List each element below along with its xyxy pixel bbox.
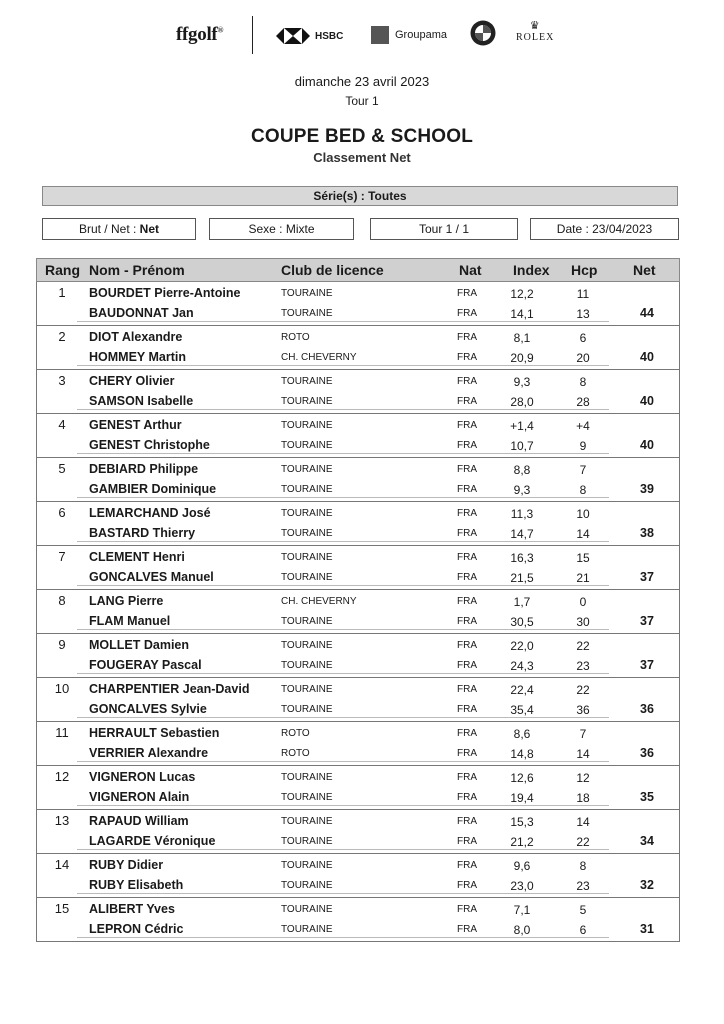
groupama-emblem-icon — [371, 26, 389, 44]
player-club: TOURAINE — [281, 684, 333, 695]
hsbc-hexagon-icon — [276, 28, 310, 44]
net-score: 38 — [640, 526, 654, 540]
player-hcp: 8 — [579, 859, 587, 873]
player-nat: FRA — [457, 508, 477, 519]
player-name: HERRAULT Sebastien — [89, 726, 220, 740]
page-title: COUPE BED & SCHOOL — [250, 126, 474, 147]
player-index: 8,8 — [513, 463, 531, 477]
brut-net-value: Net — [139, 222, 160, 236]
net-score: 40 — [640, 394, 654, 408]
player-name: VERRIER Alexandre — [89, 746, 209, 760]
player-nat: FRA — [457, 596, 477, 607]
player-hcp: 14 — [576, 747, 590, 761]
player-line — [37, 612, 679, 632]
player-hcp: 30 — [576, 615, 590, 629]
col-rang: Rang — [45, 262, 80, 278]
player-index: 19,4 — [510, 791, 534, 805]
player-line — [37, 768, 679, 788]
player-club: TOURAINE — [281, 376, 333, 387]
net-score: 44 — [640, 306, 654, 320]
player-index: 24,3 — [510, 659, 534, 673]
rank-cell: 8 — [58, 593, 66, 608]
player-club: TOURAINE — [281, 308, 333, 319]
player-hcp: 8 — [579, 483, 587, 497]
hsbc-logo — [276, 28, 343, 44]
col-net: Net — [633, 262, 656, 278]
player-index: 12,2 — [510, 287, 534, 301]
player-line — [37, 900, 679, 920]
player-index: 22,0 — [510, 639, 534, 653]
player-hcp: 21 — [576, 571, 590, 585]
player-index: 10,7 — [510, 439, 534, 453]
player-line — [37, 656, 679, 676]
player-index: 21,2 — [510, 835, 534, 849]
player-line — [37, 304, 679, 324]
player-nat: FRA — [457, 924, 477, 935]
player-club: TOURAINE — [281, 860, 333, 871]
player-club: TOURAINE — [281, 420, 333, 431]
net-score: 36 — [640, 746, 654, 760]
bmw-roundel-icon — [470, 20, 496, 51]
player-club: TOURAINE — [281, 528, 333, 539]
player-nat: FRA — [457, 772, 477, 783]
event-date: dimanche 23 avril 2023 — [294, 74, 430, 89]
player-hcp: 14 — [576, 527, 590, 541]
player-nat: FRA — [457, 880, 477, 891]
player-club: TOURAINE — [281, 616, 333, 627]
player-index: 20,9 — [510, 351, 534, 365]
player-index: 11,3 — [510, 507, 534, 521]
player-club: TOURAINE — [281, 572, 333, 583]
rank-cell: 2 — [58, 329, 66, 344]
player-name: BASTARD Thierry — [89, 526, 196, 540]
table-body — [36, 282, 680, 942]
player-nat: FRA — [457, 376, 477, 387]
player-hcp: 6 — [579, 331, 587, 345]
player-club: TOURAINE — [281, 836, 333, 847]
player-name: BOURDET Pierre-Antoine — [89, 286, 241, 300]
player-club: TOURAINE — [281, 508, 333, 519]
player-club: TOURAINE — [281, 924, 333, 935]
rank-cell: 4 — [58, 417, 66, 432]
table-header — [36, 258, 680, 282]
player-name: CLEMENT Henri — [89, 550, 185, 564]
player-index: 9,3 — [513, 375, 531, 389]
player-line — [37, 920, 679, 940]
player-club: TOURAINE — [281, 660, 333, 671]
table-row — [36, 634, 680, 678]
sponsor-logos — [0, 14, 724, 58]
player-index: 23,0 — [510, 879, 534, 893]
player-club: TOURAINE — [281, 396, 333, 407]
player-club: TOURAINE — [281, 440, 333, 451]
event-round: Tour 1 — [345, 94, 379, 108]
rank-cell: 10 — [54, 681, 70, 696]
player-nat: FRA — [457, 308, 477, 319]
player-line — [37, 284, 679, 304]
player-line — [37, 680, 679, 700]
player-name: FOUGERAY Pascal — [89, 658, 202, 672]
player-line — [37, 812, 679, 832]
player-name: SAMSON Isabelle — [89, 394, 194, 408]
player-nat: FRA — [457, 572, 477, 583]
player-hcp: 12 — [576, 771, 590, 785]
player-hcp: 14 — [576, 815, 590, 829]
player-name: LEPRON Cédric — [89, 922, 184, 936]
rank-cell: 11 — [55, 725, 69, 740]
player-index: 21,5 — [510, 571, 534, 585]
registered-mark: ® — [217, 25, 224, 35]
player-name: GENEST Arthur — [89, 418, 182, 432]
player-name: RUBY Didier — [89, 858, 164, 872]
player-hcp: 23 — [576, 879, 590, 893]
player-name: GONCALVES Sylvie — [89, 702, 207, 716]
player-name: HOMMEY Martin — [89, 350, 186, 364]
net-score: 40 — [640, 438, 654, 452]
results-table — [36, 258, 680, 942]
series-banner: Série(s) : Toutes — [42, 186, 678, 206]
player-name: DEBIARD Philippe — [89, 462, 199, 476]
table-row — [36, 854, 680, 898]
rank-cell: 5 — [58, 461, 66, 476]
player-name: RUBY Elisabeth — [89, 878, 184, 892]
player-line — [37, 856, 679, 876]
player-line — [37, 592, 679, 612]
player-name: CHERY Olivier — [89, 374, 175, 388]
player-line — [37, 524, 679, 544]
player-nat: FRA — [457, 552, 477, 563]
hsbc-logo-text: HSBC — [315, 30, 344, 42]
rolex-logo — [516, 20, 554, 43]
sexe-filter: Sexe : Mixte — [209, 218, 354, 240]
player-nat: FRA — [457, 836, 477, 847]
date-filter: Date : 23/04/2023 — [530, 218, 679, 240]
brut-net-label: Brut / Net : — [78, 222, 137, 236]
table-row — [36, 722, 680, 766]
player-nat: FRA — [457, 616, 477, 627]
player-name: VIGNERON Alain — [89, 790, 190, 804]
net-score: 39 — [640, 482, 654, 496]
table-row — [36, 282, 680, 326]
player-nat: FRA — [457, 704, 477, 715]
rank-cell: 6 — [58, 505, 66, 520]
rank-cell: 14 — [54, 857, 70, 872]
rank-cell: 3 — [58, 373, 66, 388]
logo-divider — [252, 16, 253, 54]
player-name: GENEST Christophe — [89, 438, 210, 452]
player-name: CHARPENTIER Jean-David — [89, 682, 250, 696]
player-hcp: 22 — [576, 683, 590, 697]
player-name: FLAM Manuel — [89, 614, 171, 628]
player-hcp: 11 — [576, 287, 590, 301]
player-line — [37, 392, 679, 412]
player-hcp: 23 — [576, 659, 590, 673]
player-line — [37, 436, 679, 456]
player-club: TOURAINE — [281, 704, 333, 715]
net-score: 32 — [640, 878, 654, 892]
player-name: MOLLET Damien — [89, 638, 190, 652]
col-nom: Nom - Prénom — [89, 262, 185, 278]
player-nat: FRA — [457, 728, 477, 739]
player-name: BAUDONNAT Jan — [89, 306, 194, 320]
player-hcp: 8 — [579, 375, 587, 389]
player-line — [37, 504, 679, 524]
player-club: TOURAINE — [281, 640, 333, 651]
page-subtitle: Classement Net — [313, 150, 411, 165]
table-row — [36, 766, 680, 810]
player-club: TOURAINE — [281, 484, 333, 495]
rolex-logo-text: ROLEX — [516, 32, 555, 43]
player-name: GAMBIER Dominique — [89, 482, 217, 496]
player-index: 8,0 — [513, 923, 531, 937]
table-row — [36, 502, 680, 546]
player-line — [37, 548, 679, 568]
player-club: TOURAINE — [281, 792, 333, 803]
col-index: Index — [513, 262, 550, 278]
player-index: 28,0 — [510, 395, 534, 409]
player-nat: FRA — [457, 420, 477, 431]
player-nat: FRA — [457, 684, 477, 695]
player-name: LAGARDE Véronique — [89, 834, 216, 848]
player-index: 7,1 — [513, 903, 531, 917]
player-nat: FRA — [457, 440, 477, 451]
table-row — [36, 810, 680, 854]
player-hcp: 9 — [579, 439, 587, 453]
player-line — [37, 876, 679, 896]
player-club: TOURAINE — [281, 904, 333, 915]
player-index: 14,8 — [510, 747, 534, 761]
player-nat: FRA — [457, 528, 477, 539]
net-score: 40 — [640, 350, 654, 364]
brut-net-filter — [42, 218, 196, 240]
player-club: ROTO — [281, 728, 310, 739]
player-nat: FRA — [457, 396, 477, 407]
player-nat: FRA — [457, 816, 477, 827]
player-line — [37, 416, 679, 436]
col-nat: Nat — [459, 262, 482, 278]
player-index: 22,4 — [510, 683, 534, 697]
player-line — [37, 700, 679, 720]
player-hcp: 6 — [579, 923, 587, 937]
rank-cell: 12 — [54, 769, 70, 784]
player-nat: FRA — [457, 792, 477, 803]
player-line — [37, 372, 679, 392]
player-line — [37, 636, 679, 656]
player-hcp: 7 — [579, 463, 587, 477]
player-index: 16,3 — [510, 551, 534, 565]
player-hcp: 5 — [579, 903, 587, 917]
net-score: 34 — [640, 834, 654, 848]
player-index: 8,1 — [513, 331, 531, 345]
player-hcp: 28 — [576, 395, 590, 409]
player-line — [37, 788, 679, 808]
player-name: GONCALVES Manuel — [89, 570, 214, 584]
player-club: TOURAINE — [281, 552, 333, 563]
net-score: 31 — [640, 922, 654, 936]
player-line — [37, 568, 679, 588]
rank-cell: 15 — [54, 901, 70, 916]
table-row — [36, 458, 680, 502]
col-club: Club de licence — [281, 262, 384, 278]
player-hcp: 22 — [576, 639, 590, 653]
player-hcp: 0 — [579, 595, 587, 609]
table-row — [36, 546, 680, 590]
rank-cell: 9 — [58, 637, 66, 652]
player-club: TOURAINE — [281, 880, 333, 891]
player-index: 9,6 — [513, 859, 531, 873]
player-line — [37, 328, 679, 348]
player-hcp: 36 — [576, 703, 590, 717]
net-score: 36 — [640, 702, 654, 716]
player-club: ROTO — [281, 332, 310, 343]
player-hcp: +4 — [576, 419, 590, 433]
player-nat: FRA — [457, 484, 477, 495]
groupama-logo-text: Groupama — [395, 29, 447, 41]
player-hcp: 22 — [576, 835, 590, 849]
net-score: 35 — [640, 790, 654, 804]
player-nat: FRA — [457, 640, 477, 651]
player-index: 12,6 — [510, 771, 534, 785]
table-row — [36, 898, 680, 942]
tour-filter: Tour 1 / 1 — [370, 218, 518, 240]
player-name: LANG Pierre — [89, 594, 164, 608]
table-row — [36, 678, 680, 722]
player-index: 8,6 — [513, 727, 531, 741]
ffgolf-logo-text: ffgolf — [176, 24, 218, 45]
player-nat: FRA — [457, 288, 477, 299]
player-name: VIGNERON Lucas — [89, 770, 196, 784]
rank-cell: 13 — [54, 813, 70, 828]
groupama-logo — [371, 26, 447, 44]
table-row — [36, 590, 680, 634]
net-score: 37 — [640, 614, 654, 628]
player-hcp: 15 — [576, 551, 590, 565]
player-index: 9,3 — [513, 483, 531, 497]
player-index: 14,1 — [510, 307, 534, 321]
ffgolf-logo — [176, 24, 223, 46]
table-row — [36, 414, 680, 458]
player-name: ALIBERT Yves — [89, 902, 175, 916]
player-nat: FRA — [457, 904, 477, 915]
player-hcp: 20 — [576, 351, 590, 365]
player-club: TOURAINE — [281, 464, 333, 475]
player-index: 14,7 — [510, 527, 534, 541]
player-nat: FRA — [457, 352, 477, 363]
player-hcp: 18 — [576, 791, 590, 805]
net-score: 37 — [640, 570, 654, 584]
player-line — [37, 480, 679, 500]
player-nat: FRA — [457, 748, 477, 759]
player-name: LEMARCHAND José — [89, 506, 211, 520]
player-index: 1,7 — [513, 595, 531, 609]
player-name: RAPAUD William — [89, 814, 189, 828]
player-nat: FRA — [457, 660, 477, 671]
crown-icon: ♛ — [529, 20, 541, 32]
player-index: 30,5 — [510, 615, 534, 629]
player-index: 15,3 — [510, 815, 534, 829]
player-hcp: 7 — [579, 727, 587, 741]
player-index: +1,4 — [510, 419, 534, 433]
table-row — [36, 326, 680, 370]
player-club: TOURAINE — [281, 816, 333, 827]
player-line — [37, 348, 679, 368]
player-nat: FRA — [457, 860, 477, 871]
rank-cell: 7 — [58, 549, 66, 564]
table-row — [36, 370, 680, 414]
player-club: TOURAINE — [281, 772, 333, 783]
col-hcp: Hcp — [571, 262, 598, 278]
player-line — [37, 724, 679, 744]
player-index: 35,4 — [510, 703, 534, 717]
player-club: CH. CHEVERNY — [281, 596, 357, 607]
player-line — [37, 832, 679, 852]
net-score: 37 — [640, 658, 654, 672]
player-club: TOURAINE — [281, 288, 333, 299]
player-hcp: 13 — [576, 307, 590, 321]
player-line — [37, 460, 679, 480]
player-club: CH. CHEVERNY — [281, 352, 357, 363]
player-club: ROTO — [281, 748, 310, 759]
player-nat: FRA — [457, 332, 477, 343]
player-nat: FRA — [457, 464, 477, 475]
player-name: DIOT Alexandre — [89, 330, 183, 344]
rank-cell: 1 — [58, 285, 66, 300]
player-hcp: 10 — [576, 507, 590, 521]
player-line — [37, 744, 679, 764]
